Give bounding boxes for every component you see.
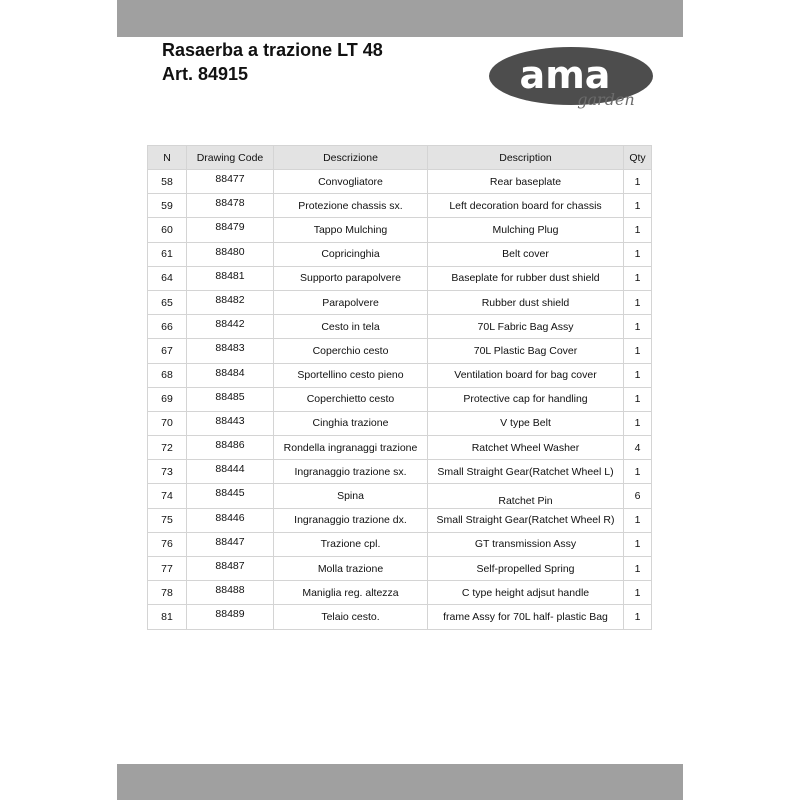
cell-description: Ventilation board for bag cover [428,363,624,387]
table-row [148,387,652,411]
cell-descrizione: Trazione cpl. [274,532,428,556]
cell-n: 74 [148,484,187,508]
table-row [148,436,652,460]
cell-drawing-code: 88487 [187,557,274,581]
cell-descrizione: Rondella ingranaggi trazione [274,436,428,460]
cell-qty: 1 [624,581,652,605]
cell-description: frame Assy for 70L half- plastic Bag [428,605,624,629]
cell-qty: 1 [624,339,652,363]
cell-drawing-code: 88479 [187,218,274,242]
column-header-description: Description [428,146,624,170]
cell-descrizione: Ingranaggio trazione sx. [274,460,428,484]
table-header [148,146,652,170]
cell-qty: 1 [624,411,652,435]
cell-n: 60 [148,218,187,242]
cell-description: Ratchet Pin [428,484,624,508]
cell-n: 77 [148,557,187,581]
cell-qty: 1 [624,532,652,556]
cell-qty: 1 [624,315,652,339]
cell-n: 72 [148,436,187,460]
table-row [148,557,652,581]
bottom-gray-band [117,764,683,800]
table-row [148,532,652,556]
cell-qty: 1 [624,508,652,532]
column-header-n: N [148,146,187,170]
table-row [148,508,652,532]
cell-descrizione: Sportellino cesto pieno [274,363,428,387]
cell-qty: 1 [624,290,652,314]
cell-description: V type Belt [428,411,624,435]
cell-description: Small Straight Gear(Ratchet Wheel L) [428,460,624,484]
cell-descrizione: Protezione chassis sx. [274,194,428,218]
cell-n: 70 [148,411,187,435]
cell-qty: 1 [624,170,652,194]
cell-descrizione: Ingranaggio trazione dx. [274,508,428,532]
cell-n: 58 [148,170,187,194]
cell-qty: 6 [624,484,652,508]
cell-description: Baseplate for rubber dust shield [428,266,624,290]
table-row [148,411,652,435]
cell-drawing-code: 88488 [187,581,274,605]
cell-description: Rubber dust shield [428,290,624,314]
article-number: Art. 84915 [162,64,249,84]
cell-descrizione: Cinghia trazione [274,411,428,435]
cell-description: Belt cover [428,242,624,266]
cell-descrizione: Coperchietto cesto [274,387,428,411]
table-row [148,218,652,242]
cell-descrizione: Tappo Mulching [274,218,428,242]
cell-descrizione: Telaio cesto. [274,605,428,629]
table-row [148,170,652,194]
table-row [148,363,652,387]
cell-n: 78 [148,581,187,605]
cell-description: 70L Fabric Bag Assy [428,315,624,339]
ama-garden-logo [488,46,658,112]
cell-drawing-code: 88489 [187,605,274,629]
cell-drawing-code: 88445 [187,484,274,508]
cell-descrizione: Spina [274,484,428,508]
cell-n: 75 [148,508,187,532]
parts-table [147,145,652,630]
cell-drawing-code: 88478 [187,194,274,218]
cell-qty: 1 [624,242,652,266]
logo-brand-text: ama [519,53,611,97]
cell-n: 81 [148,605,187,629]
cell-descrizione: Cesto in tela [274,315,428,339]
cell-description: Mulching Plug [428,218,624,242]
table-row [148,605,652,629]
cell-descrizione: Molla trazione [274,557,428,581]
cell-n: 61 [148,242,187,266]
cell-qty: 1 [624,194,652,218]
header-row [148,146,652,170]
cell-n: 69 [148,387,187,411]
cell-drawing-code: 88482 [187,290,274,314]
cell-drawing-code: 88447 [187,532,274,556]
cell-description: Protective cap for handling [428,387,624,411]
document-title: Rasaerba a trazione LT 48 [162,40,383,60]
table-row [148,194,652,218]
cell-description: Rear baseplate [428,170,624,194]
cell-qty: 1 [624,605,652,629]
cell-description: Left decoration board for chassis [428,194,624,218]
cell-drawing-code: 88485 [187,387,274,411]
table-body [148,170,652,630]
cell-drawing-code: 88442 [187,315,274,339]
cell-drawing-code: 88444 [187,460,274,484]
cell-drawing-code: 88446 [187,508,274,532]
table-row [148,290,652,314]
table-row [148,484,652,508]
cell-qty: 1 [624,363,652,387]
cell-n: 73 [148,460,187,484]
cell-drawing-code: 88484 [187,363,274,387]
cell-description: Self-propelled Spring [428,557,624,581]
cell-qty: 1 [624,218,652,242]
cell-description: Ratchet Wheel Washer [428,436,624,460]
cell-descrizione: Parapolvere [274,290,428,314]
cell-drawing-code: 88443 [187,411,274,435]
column-header-drawing-code: Drawing Code [187,146,274,170]
logo-tagline-text: garden [577,90,635,109]
cell-drawing-code: 88483 [187,339,274,363]
table-row [148,242,652,266]
cell-n: 68 [148,363,187,387]
cell-drawing-code: 88480 [187,242,274,266]
table-row [148,266,652,290]
cell-n: 64 [148,266,187,290]
cell-qty: 1 [624,460,652,484]
top-gray-band [117,0,683,37]
table-row [148,315,652,339]
cell-n: 59 [148,194,187,218]
cell-qty: 1 [624,557,652,581]
cell-qty: 1 [624,266,652,290]
cell-descrizione: Maniglia reg. altezza [274,581,428,605]
table-row [148,339,652,363]
cell-description: GT transmission Assy [428,532,624,556]
cell-qty: 4 [624,436,652,460]
cell-description: Small Straight Gear(Ratchet Wheel R) [428,508,624,532]
cell-descrizione: Convogliatore [274,170,428,194]
cell-drawing-code: 88481 [187,266,274,290]
cell-descrizione: Coperchio cesto [274,339,428,363]
cell-n: 67 [148,339,187,363]
cell-description: C type height adjsut handle [428,581,624,605]
cell-descrizione: Copricinghia [274,242,428,266]
cell-n: 76 [148,532,187,556]
cell-descrizione: Supporto parapolvere [274,266,428,290]
cell-drawing-code: 88477 [187,170,274,194]
table-row [148,460,652,484]
cell-drawing-code: 88486 [187,436,274,460]
table-row [148,581,652,605]
column-header-qty: Qty [624,146,652,170]
cell-n: 66 [148,315,187,339]
cell-qty: 1 [624,387,652,411]
cell-description: 70L Plastic Bag Cover [428,339,624,363]
column-header-descrizione: Descrizione [274,146,428,170]
cell-n: 65 [148,290,187,314]
